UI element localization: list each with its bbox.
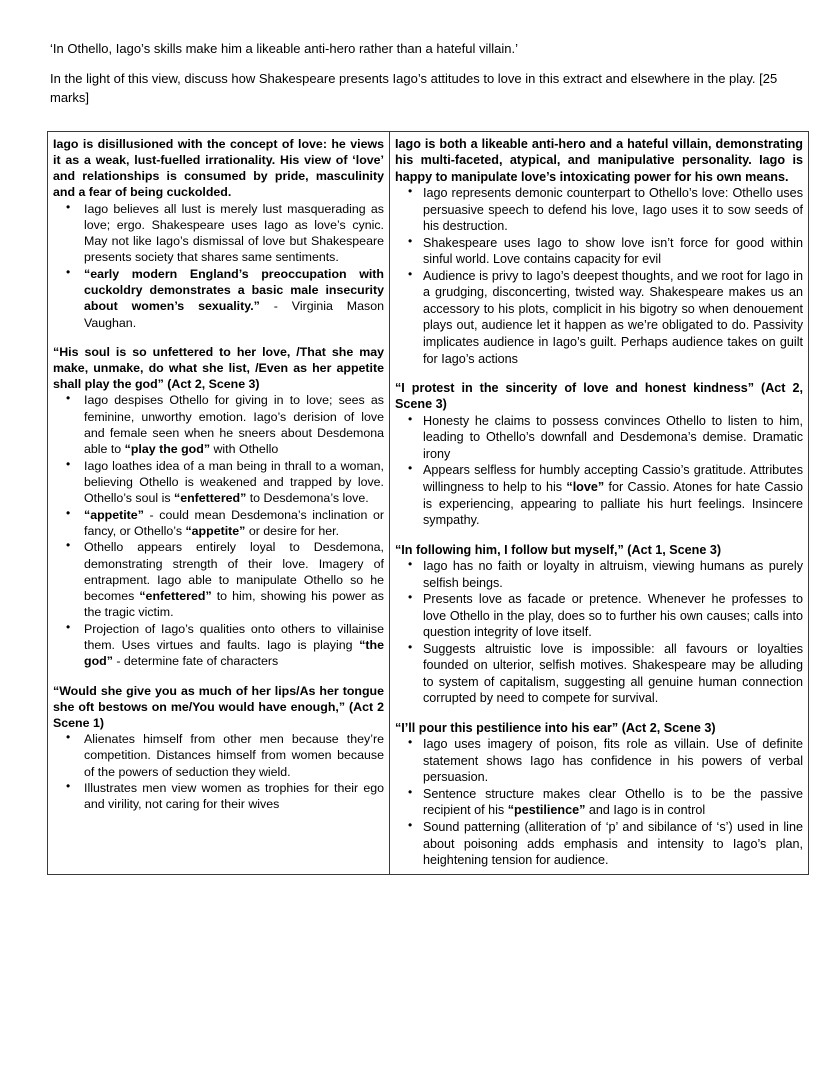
emphasis-appetite-2: “appetite” [185, 523, 246, 538]
section-heading: “His soul is so unfettered to her love, /That she may make, unmake, do what she list, /Even as her appetite shall play the god” (Act 2, Scene 3) [53, 345, 384, 392]
section-spacer [395, 367, 803, 380]
list-item: • Sentence structure makes clear Othello is to be the passive recipient of his “pestilience” and Iago is in control [395, 786, 803, 819]
section-heading: “Would she give you as much of her lips/As her tongue she oft bestows on me/You would have enough,” (Act 2 Scene 1) [53, 683, 384, 730]
list-item-text: Illustrates men view women as trophies for their ego and virility, not caring for their wives [84, 781, 384, 812]
section-heading: “I’ll pour this pestilience into his ear” (Act 2, Scene 3) [395, 720, 716, 735]
list-item-text: Iago uses imagery of poison, fits role as villain. Use of definite statement shows Iago has confidence in his powers of verbal persuasion. [423, 737, 803, 785]
list-item [395, 558, 803, 591]
list-item: • “appetite” - could mean Desdemona’s inclination or fancy, or Othello’s “appetite” or desire for her. [53, 507, 384, 540]
list-item-text: Suggests altruistic love is impossible: all favours or loyalties founded on ulterior, selfish motives. Shakespeare may be alluding to system of capitalism, suggesting all genuine human connection corrupted by need to compete for survival. [423, 641, 803, 706]
list-item [53, 201, 384, 266]
section-heading: “In following him, I follow but myself,” (Act 1, Scene 3) [395, 542, 722, 557]
emphasis-appetite: “appetite” [84, 507, 144, 522]
emphasis-the-god: “the god” [84, 638, 384, 669]
list-item [53, 780, 384, 813]
list-item [53, 731, 384, 780]
table-row [48, 132, 809, 875]
list-item: • Iago loathes idea of a man being in thrall to a woman, believing Othello is weakened and trapped by love. Othello’s soul is “enfettered” to Desdemona’s love. [53, 458, 384, 507]
table-cell-right-column [390, 132, 809, 875]
section-bullet-list [395, 736, 803, 868]
list-item [395, 819, 803, 869]
section-bullet-list [395, 558, 803, 707]
revision-notes-table [47, 131, 809, 875]
section-bullet-list [53, 731, 384, 813]
list-item-text-bold: “early modern England’s preoccupation with cuckoldry demonstrates a basic male insecurity about women’s sexuality.” [84, 266, 384, 314]
section-bullet-list [395, 185, 803, 367]
table-cell-left-column [48, 132, 390, 875]
list-item: • Othello appears entirely loyal to Desdemona, demonstrating strength of their love. Imagery of entrapment. Iago able to manipulate Othello so he becomes “enfettered” to him, showing his power as the tragic victim. [53, 539, 384, 621]
list-item-text: Audience is privy to Iago’s deepest thoughts, and we root for Iago in a grudging, disconcerting, twisted way. Shakespeare makes us an accessory to his plots, complicit in his bigotry so when denouement plays out, audience let it happen as we’re obligated to do. Passivity implicates audience in Iago’s guilt. Perhaps audience takes on guilt for Iago’s actions [423, 268, 803, 366]
section-spacer [395, 529, 803, 542]
emphasis-enfettered-2: “enfettered” [139, 589, 212, 604]
list-item-text: Presents love as facade or pretence. Whenever he professes to love Othello in the play, does so to further his own causes; calls into question integrity of love itself. [423, 592, 803, 640]
list-item: • “early modern England’s preoccupation with cuckoldry demonstrates a basic male insecurity about women’s sexuality.” - Virginia Mason Vaughan. [53, 266, 384, 331]
list-item [395, 268, 803, 367]
notes-section [53, 344, 384, 670]
list-item-text: Iago represents demonic counterpart to Othello’s love: Othello uses persuasive speech to defend his love, Iago uses it to sow seeds of his destruction. [423, 186, 803, 234]
notes-section [395, 720, 803, 869]
notes-section [53, 683, 384, 813]
list-item [395, 413, 803, 463]
section-spacer [53, 670, 384, 683]
list-item [395, 591, 803, 641]
section-heading: Iago is disillusioned with the concept of love: he views it as a weak, lust-fuelled irrationality. His view of ‘love’ and relationships is consumed by pride, masculinity and a fear of being cuckolded. [53, 137, 384, 200]
notes-section [53, 136, 384, 331]
list-item-text: Alienates himself from other men because they’re competition. Distances himself from women because of the powers of seduction they wield. [84, 732, 384, 779]
list-item [395, 641, 803, 707]
essay-quote: ‘In Othello, Iago’s skills make him a likeable anti-hero rather than a hateful villain.’ [50, 41, 518, 56]
list-item-text: Iago believes all lust is merely lust masquerading as love; ergo. Shakespeare uses Iago as love’s cynic. May not like Iago’s dismissal of love but Shakespeare presents society that shares same sentiments. [84, 201, 384, 265]
list-item-text: Shakespeare uses Iago to show love isn’t force for good within sinful world. Love contains capacity for evil [423, 235, 803, 267]
emphasis-play-the-god: “play the god” [124, 442, 211, 457]
list-item [395, 235, 803, 268]
section-spacer [395, 707, 803, 720]
emphasis-pestilience: “pestilience” [507, 803, 586, 818]
section-bullet-list [395, 413, 803, 529]
list-item-text: Honesty he claims to possess convinces Othello to listen to him, leading to Othello’s downfall and Desdemona’s demise. Dramatic irony [423, 413, 803, 461]
section-heading: “I protest in the sincerity of love and honest kindness” (Act 2, Scene 3) [395, 381, 803, 412]
notes-section [395, 542, 803, 707]
section-heading: Iago is both a likeable anti-hero and a hateful villain, demonstrating his multi-faceted, atypical, and manipulative personality. Iago is happy to manipulate love’s intoxicating power for his own means. [395, 137, 803, 184]
list-item: • Projection of Iago’s qualities onto others to villainise them. Uses virtues and faults. Iago is playing “the god” - determine fate of characters [53, 621, 384, 670]
section-bullet-list [53, 201, 384, 332]
emphasis-love: “love” [566, 480, 605, 494]
list-item: • Iago despises Othello for giving in to love; sees as feminine, unworthy emotion. Iago’s derision of love and female seen when he sneers about Desdemona able to “play the god” with Othello [53, 392, 384, 457]
notes-section [395, 136, 803, 367]
section-spacer [53, 331, 384, 344]
list-item [395, 185, 803, 235]
essay-task: In the light of this view, discuss how Shakespeare presents Iago’s attitudes to love in this extract and elsewhere in the play. [25 marks] [50, 71, 778, 105]
intro-block [50, 40, 786, 119]
section-bullet-list [53, 392, 384, 669]
list-item-text: Sound patterning (alliteration of ‘p’ and sibilance of ‘s’) used in line about poisoning adds emphasis and intensity to Iago’s plan, heightening tension for audience. [423, 820, 803, 868]
notes-section [395, 380, 803, 529]
list-item-text: Iago has no faith or loyalty in altruism, viewing humans as purely selfish beings. [423, 559, 803, 590]
list-item [395, 736, 803, 786]
list-item: • Appears selfless for humbly accepting Cassio’s gratitude. Attributes willingness to help to his “love” for Cassio. Atones for hate Cassio is experiencing, appearing to palliate his hurt feelings. Insincere sympathy. [395, 462, 803, 528]
emphasis-enfettered: “enfettered” [174, 491, 247, 506]
